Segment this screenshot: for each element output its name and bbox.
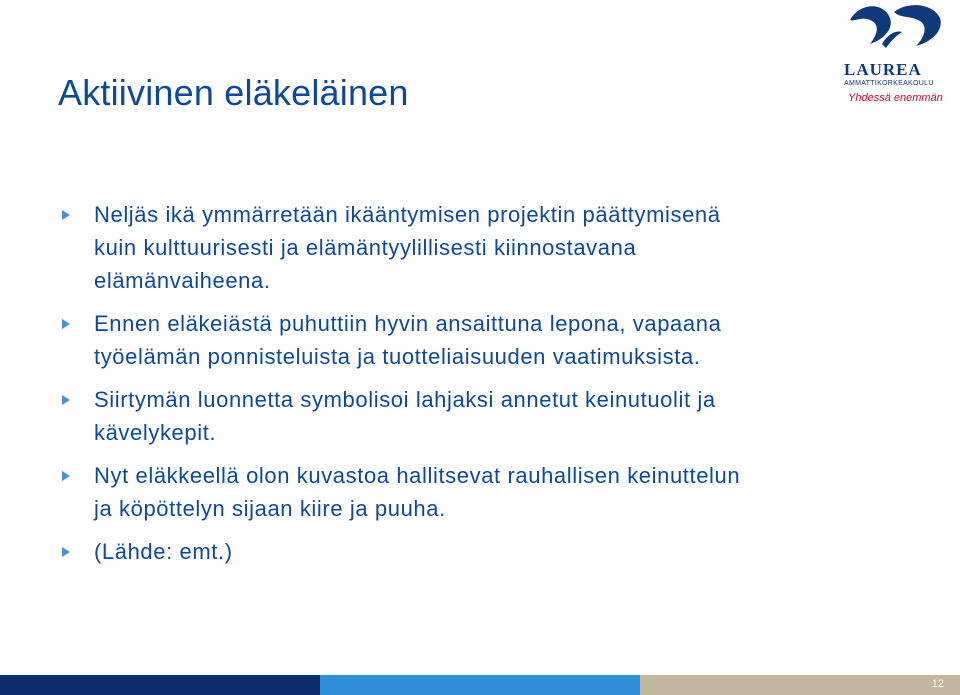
bullet-text: Nyt eläkkeellä olon kuvastoa hallitsevat rauhallisen keinuttelun ja köpöttelyn sijaan kiire ja puuha.	[94, 463, 741, 521]
logo-name: LAUREA	[844, 60, 922, 79]
bullet-item	[60, 535, 760, 568]
footer-segment-dark	[0, 675, 320, 695]
footer-segment-blue	[320, 675, 640, 695]
page-number: 12	[931, 678, 944, 690]
bullet-arrow-icon	[62, 319, 70, 329]
logo-subtitle: AMMATTIKORKEAKOULU	[844, 80, 934, 87]
bullet-item	[60, 383, 760, 449]
slide-title: Aktiivinen eläkeläinen	[58, 72, 409, 113]
footer-bar	[0, 675, 960, 695]
bullet-arrow-icon	[62, 210, 70, 220]
bullet-text: (Lähde: emt.)	[94, 539, 233, 564]
bullet-arrow-icon	[62, 547, 70, 557]
bullet-text: Neljäs ikä ymmärretään ikääntymisen projektin päättymisenä kuin kulttuurisesti ja elämäntyylillisesti kiinnostavana elämänvaiheena.	[94, 202, 721, 293]
bullet-item	[60, 459, 760, 525]
bullet-list	[60, 198, 760, 578]
bullet-text: Ennen eläkeiästä puhuttiin hyvin ansaittuna lepona, vapaana työelämän ponnisteluista ja tuotteliaisuuden vaatimuksista.	[94, 311, 722, 369]
bullet-item	[60, 198, 760, 297]
logo-tagline: Yhdessä enemmän	[848, 92, 943, 104]
bullet-text: Siirtymän luonnetta symbolisoi lahjaksi annetut keinutuolit ja kävelykepit.	[94, 387, 716, 445]
bullet-arrow-icon	[62, 471, 70, 481]
laurea-wave-icon	[836, 0, 948, 60]
bullet-arrow-icon	[62, 395, 70, 405]
laurea-logo	[836, 0, 948, 112]
footer-segment-beige	[640, 675, 960, 695]
bullet-item	[60, 307, 760, 373]
